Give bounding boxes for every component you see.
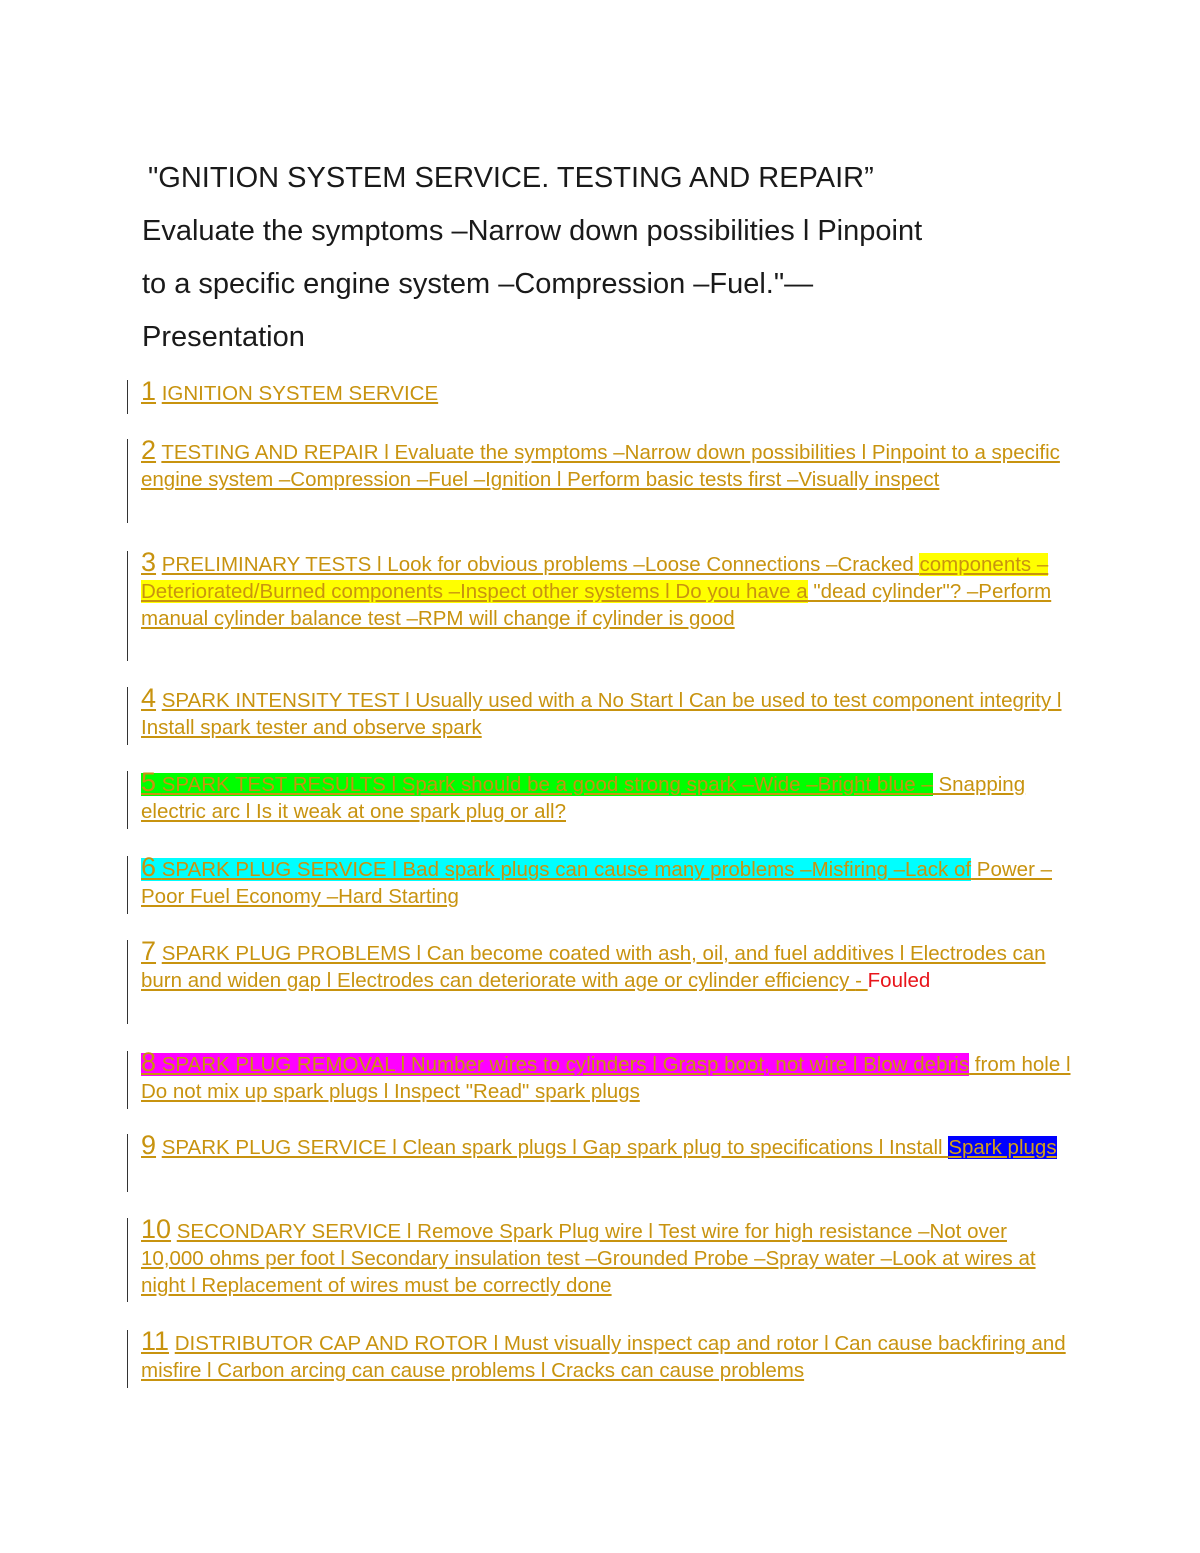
slide-item-2[interactable] [141,437,1071,493]
slide-link-text[interactable]: SPARK PLUG SERVICE l Bad spark plugs can cause many problems –Misfiring –Lack of [161,858,972,881]
slide-number: 7 [141,936,157,966]
slide-link-text[interactable]: DISTRIBUTOR CAP AND ROTOR l Must visually inspect cap and rotor l Can cause backfiring and misfire l Carbon arcing can cause problems l Cracks can cause problems [141,1332,1066,1382]
slide-link-text[interactable]: TESTING AND REPAIR l Evaluate the symptoms –Narrow down possibilities l Pinpoint to a specific engine system –Compression –Fuel –Ignition l Perform basic tests first –Visually inspect [141,441,1060,491]
change-bar [127,1218,128,1302]
heading-line-2: Evaluate the symptoms –Narrow down possibilities l Pinpoint [142,215,923,247]
slide-link-text[interactable]: SPARK PLUG PROBLEMS l Can become coated with ash, oil, and fuel additives l Electrodes can burn and widen gap l Electrodes can deteriorate with age or cylinder efficiency [141,942,1046,992]
slide-link-text[interactable]: IGNITION SYSTEM SERVICE [161,382,439,405]
change-bar [127,380,128,414]
dash-text: - [855,969,868,992]
slide-number: 4 [141,683,157,713]
document-heading [142,152,1082,364]
heading-line-1: "GNITION SYSTEM SERVICE. TESTING AND REPAIR” [148,162,874,194]
inserted-text: Fouled [867,969,931,992]
slide-item-1[interactable] [141,378,1071,407]
change-bar [127,439,128,523]
change-bar [127,856,128,914]
slide-item-4[interactable] [141,685,1071,741]
slide-number: 6 [141,852,157,882]
highlighted-text[interactable]: components –Deteriorated/Burned components –Inspect other systems l Do you have a [141,553,1049,603]
change-bar [127,940,128,1024]
slide-link-text[interactable]: Power –Poor Fuel Economy –Hard Starting [141,858,1052,908]
slide-item-8[interactable] [141,1049,1071,1105]
highlighted-text[interactable] [141,852,972,882]
change-bar [127,1330,128,1388]
highlighted-text[interactable] [141,767,933,797]
slide-link-text[interactable]: SPARK INTENSITY TEST l Usually used with a No Start l Can be used to test component integrity l Install spark tester and observe spark [141,689,1062,739]
slide-number: 5 [141,767,157,797]
slide-link-text[interactable]: Snapping electric arc l Is it weak at one spark plug or all? [141,773,1026,823]
slide-number: 2 [141,435,157,465]
change-bar [127,687,128,745]
slide-number: 8 [141,1047,157,1077]
change-bar [127,551,128,661]
highlighted-text[interactable] [141,1047,970,1077]
slide-item-6[interactable] [141,854,1071,910]
highlighted-text[interactable]: Spark plugs [948,1136,1057,1159]
slide-item-11[interactable] [141,1328,1071,1384]
slide-link-text[interactable]: from hole l Do not mix up spark plugs l Inspect "Read" spark plugs [141,1053,1071,1103]
slide-link-text[interactable]: "dead cylinder"? –Perform manual cylinder balance test –RPM will change if cylinder is good [141,580,1052,630]
slide-number: 1 [141,376,157,406]
slide-link-text[interactable]: SPARK TEST RESULTS l Spark should be a good strong spark –Wide –Bright blue – [161,773,933,796]
slide-link-text[interactable]: PRELIMINARY TESTS l Look for obvious problems –Loose Connections –Cracked [161,553,920,576]
slide-link-text[interactable]: SECONDARY SERVICE l Remove Spark Plug wire l Test wire for high resistance –Not over 10,000 ohms per foot l Secondary insulation test –Grounded Probe –Spray water –Look at wires at night l Replacement of wires must be correctly done [141,1220,1036,1297]
slide-link-text[interactable]: SPARK PLUG REMOVAL l Number wires to cylinders l Grasp boot, not wire l Blow debris [161,1053,970,1076]
slide-link-text[interactable]: SPARK PLUG SERVICE l Clean spark plugs l Gap spark plug to specifications l Install [161,1136,949,1159]
slide-number: 10 [141,1214,172,1244]
slide-item-3[interactable] [141,549,1071,632]
slide-number: 3 [141,547,157,577]
heading-line-3: to a specific engine system –Compression –Fuel."— [142,268,814,300]
slide-item-9[interactable] [141,1132,1071,1161]
change-bar [127,771,128,829]
slide-item-7[interactable] [141,938,1071,994]
slide-item-5[interactable] [141,769,1071,825]
slide-number: 11 [141,1326,170,1356]
change-bar [127,1051,128,1109]
heading-line-4: Presentation [142,321,305,353]
change-bar [127,1134,128,1192]
slide-number: 9 [141,1130,157,1160]
slide-item-10[interactable] [141,1216,1071,1299]
